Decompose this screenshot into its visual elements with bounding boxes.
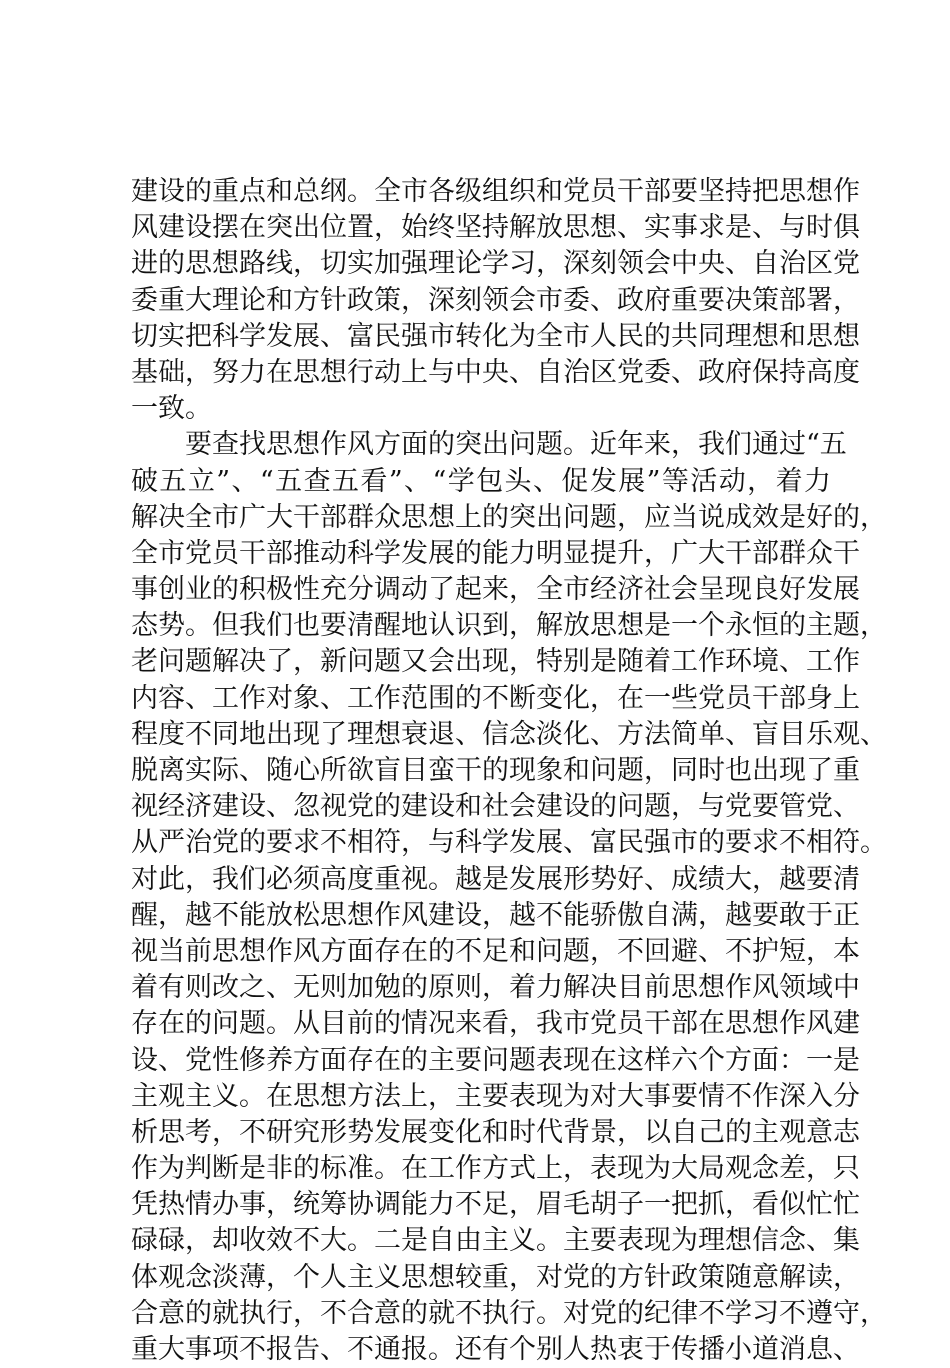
paragraph-2 xyxy=(131,427,887,1368)
text-line: 建设的重点和总纲。全市各级组织和党员干部要坚持把思想作 xyxy=(131,176,860,207)
text-line: 事创业的积极性充分调动了起来，全市经济社会呈现良好发展 xyxy=(131,574,860,606)
text-line: 基础，努力在思想行动上与中央、自治区党委、政府保持高度 xyxy=(131,356,860,388)
text-line: 对此，我们必须高度重视。越是发展形势好、成绩大，越要清 xyxy=(131,863,860,895)
text-line: 全市党员干部推动科学发展的能力明显提升，广大干部群众干 xyxy=(131,537,860,569)
text-line: 态势。但我们也要清醒地认识到，解放思想是一个永恒的主题， xyxy=(131,610,887,642)
text-line: 一致。 xyxy=(131,393,212,425)
text-line: 切实把科学发展、富民强市转化为全市人民的共同理想和思想 xyxy=(131,320,860,352)
text-line: 设、党性修养方面存在的主要问题表现在这样六个方面：一是 xyxy=(131,1044,860,1076)
text-line: 要查找思想作风方面的突出问题。近年来，我们通过“五 xyxy=(185,429,847,461)
text-line: 视当前思想作风方面存在的不足和问题，不回避、不护短，本 xyxy=(131,935,860,967)
text-line: 着有则改之、无则加勉的原则，着力解决目前思想作风领域中 xyxy=(131,972,860,1004)
text-line: 存在的问题。从目前的情况来看，我市党员干部在思想作风建 xyxy=(131,1008,860,1040)
text-line: 体观念淡薄，个人主义思想较重，对党的方针政策随意解读， xyxy=(131,1261,860,1293)
text-line: 主观主义。在思想方法上，主要表现为对大事要情不作深入分 xyxy=(131,1080,860,1112)
text-line: 析思考，不研究形势发展变化和时代背景，以自己的主观意志 xyxy=(131,1116,860,1148)
text-line: 醒，越不能放松思想作风建设，越不能骄傲自满，越要敢于正 xyxy=(131,899,860,931)
text-line: 凭热情办事，统筹协调能力不足，眉毛胡子一把抓，看似忙忙 xyxy=(131,1189,860,1221)
text-line: 老问题解决了，新问题又会出现，特别是随着工作环境、工作 xyxy=(131,646,860,678)
text-line: 内容、工作对象、工作范围的不断变化，在一些党员干部身上 xyxy=(131,682,860,714)
text-line: 进的思想路线，切实加强理论学习，深刻领会中央、自治区党 xyxy=(131,248,860,280)
text-line: 碌碌，却收效不大。二是自由主义。主要表现为理想信念、集 xyxy=(131,1225,860,1257)
text-line: 解决全市广大干部群众思想上的突出问题，应当说成效是好的， xyxy=(131,501,887,533)
document-body xyxy=(131,174,887,1368)
text-line: 合意的就执行，不合意的就不执行。对党的纪律不学习不遵守， xyxy=(131,1297,887,1329)
text-line: 程度不同地出现了理想衰退、信念淡化、方法简单、盲目乐观、 xyxy=(131,718,887,750)
text-line: 风建设摆在突出位置，始终坚持解放思想、实事求是、与时俱 xyxy=(131,212,860,244)
text-line: 作为判断是非的标准。在工作方式上，表现为大局观念差，只 xyxy=(131,1153,860,1185)
text-line: 委重大理论和方针政策，深刻领会市委、政府重要决策部署， xyxy=(131,284,860,316)
text-line: 从严治党的要求不相符，与科学发展、富民强市的要求不相符。 xyxy=(131,827,887,859)
text-line: 视经济建设、忽视党的建设和社会建设的问题，与党要管党、 xyxy=(131,791,860,823)
paragraph-1 xyxy=(131,174,860,427)
text-line: 重大事项不报告、不通报。还有个别人热衷于传播小道消息、 xyxy=(131,1334,860,1365)
text-line: 破五立”、“五查五看”、“学包头、促发展”等活动，着力 xyxy=(131,465,831,497)
text-line: 脱离实际、随心所欲盲目蛮干的现象和问题，同时也出现了重 xyxy=(131,755,860,786)
